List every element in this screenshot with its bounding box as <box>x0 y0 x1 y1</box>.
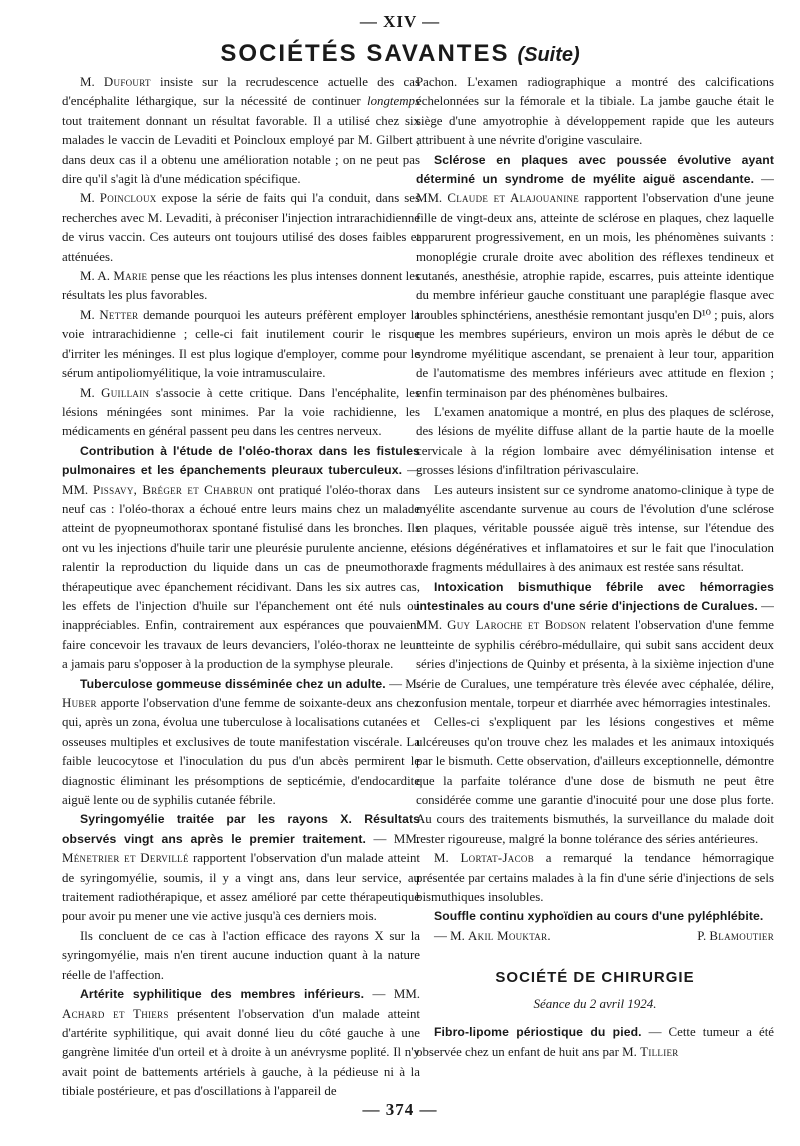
section-heading: Souffle continu xyphoïdien au cours d'une pyléphlébite. <box>434 909 764 924</box>
paragraph-examen-anatomique: L'examen anatomique a montré, en plus des plaques de sclérose, des lésions de myélite diffuse allant de la partie haute de la moelle cervicale à la région lombaire avec démyélinisation intense et grosses lésions d'infiltration périvasculaire. <box>416 404 774 478</box>
paragraph-syringomyelie-conclusion: Ils concluent de ce cas à l'action efficace des rayons X sur la syringomyélie, mais n'en tirent aucune induction quant à la nature réelle de l'affection. <box>62 928 420 982</box>
section-intoxication: Intoxication bismuthique fébrile avec hémorragies intestinales au cours d'une série d'injections de Curalues. — MM. Guy Laroche et Bodson relatent l'observation d'une femme atteinte de syphilis cérébro-médullaire, qui subit sans accident deux séries d'injections de Quinby et présenta, à la sixième injection d'une série de Curalues, une température très élevée avec céphalée, délire, confusion mentale, torpeur et diarrhée avec hémorragies intestinales. <box>416 579 774 710</box>
society-title: SOCIÉTÉ DE CHIRURGIE <box>495 969 695 987</box>
author-names: Achard et Thiers <box>62 1006 169 1021</box>
section-syringomyelie: Syringomyélie traitée par les rayons X. Résultats observés vingt ans après le premier traitement. — MM. Ménetrier et Dervillé rapportent l'observation d'un malade atteint de syringomyélie, soumis, il y a vingt ans, dans leur service, au traitement radiothérapique, et assez amélioré par cette thérapeutique pour avoir pu mener une vie active jusqu'à ces derniers mois. <box>62 812 420 924</box>
signature-right: P. Blamoutier <box>697 928 774 943</box>
section-header <box>0 40 800 68</box>
section-sclerose: Sclérose en plaques avec poussée évolutive ayant déterminé un syndrome de myélite aiguë ascendante. — MM. Claude et Alajouanine rapportent l'observation d'une jeune fille de vingt-deux ans, atteinte de sclérose en plaques, chez laquelle apparurent progressivement, en un mois, les phénomènes suivants : monoplégie crurale droite avec abolition des réflexes tendineux et cutanés, anesthésie, atrophie rapide, escarres, puis atteinte identique du membre inférieur gauche constituant une paraplégie flasque avec troubles sphinctériens, anesthésie remontant jusqu'en D¹⁰ ; puis, alors que les membres supérieurs, environ un mois après le début de ce syndrome myélitique ascendant, se prenaient à leur tour, apparition de l'automatisme des membres inférieurs avec attitude en flexion ; enfin terminaison par des phénomènes bulbaires. <box>416 152 774 400</box>
paragraph-poincloux: M. Poincloux expose la série de faits qui l'a conduit, dans ses recherches avec M. Levaditi, à préconiser l'injection intrarachidienne de virus vaccin. Ces auteurs ont toujours utilisé des doses faibles et atténuées. <box>62 191 420 264</box>
section-heading: Fibro-lipome périostique du pied. <box>434 1025 642 1040</box>
section-title: SOCIÉTÉS SAVANTES <box>220 40 510 67</box>
author-names: Pissavy, Bréger et Chabrun <box>93 482 253 497</box>
author-name: Guillain <box>101 385 150 400</box>
author-names: Claude et Alajouanine <box>447 191 580 206</box>
author-names: Huber <box>62 696 97 710</box>
paragraph-auteurs-insistent: Les auteurs insistent sur ce syndrome anatomo-clinique à type de myélite ascendante survenue au cours de l'évolution d'une sclérose en plaques, véritable poussée aiguë très intense, sur l'étendue des lésions dégénératives et inflamatoires et sur le fait que l'inoculation de fragments médullaires à des animaux est restée sans résultat. <box>416 482 774 575</box>
section-heading: Tuberculose gommeuse disséminée chez un adulte. <box>80 676 386 691</box>
section-heading: Artérite syphilitique des membres inférieurs. <box>80 987 365 1002</box>
signature-line <box>416 927 774 946</box>
paragraph-marie: M. A. Marie pense que les réactions les plus intenses donnent les résultats les plus favorables. <box>62 269 420 303</box>
roman-page-number: — XIV — <box>359 12 441 31</box>
author-name: Dufourt <box>103 75 151 89</box>
right-column <box>416 73 774 1103</box>
author-names: Tillier <box>636 1044 679 1059</box>
paragraph-celles-ci: Celles-ci s'expliquent par les lésions congestives et même ulcéreuses qu'on trouve chez les malades et les animaux intoxiqués par le bismuth. Cette observation, d'ailleurs exceptionnelle, démontre que la parfaite tolérance d'une dose de bismuth ne peut être considérée comme une garantie d'inocuité pour une dose plus forte. Au cours des traitements bismuthés, la surveillance du malade doit rester rigoureuse, malgré la bonne tolérance des séries antérieures. <box>416 715 774 846</box>
author-names: Guy Laroche et Bodson <box>447 618 587 633</box>
author-names: Ménetrier et Dervillé <box>62 851 189 866</box>
page-number: — 374 — <box>362 1100 438 1119</box>
left-column <box>62 73 420 1103</box>
author-names: Lortat-Jacob <box>460 851 534 866</box>
section-arterite: Artérite syphilitique des membres inférieurs. — MM. Achard et Thiers présentent l'observation d'un malade atteint d'artérite syphilitique, qui avait donné lieu du côté gauche à une gangrène limitée d'un orteil et à droite à un anévrysme poplité. Il n'y avait point de battements artériels à gauche, à la pédieuse ni à la tibiale postérieure, et pas d'oscillations à l'appareil de <box>62 987 420 1099</box>
signature-left: — M. Akil Mouktar. <box>434 928 551 943</box>
paragraph-continuation: Pachon. L'examen radiographique a montré des calcifications échelonnées sur la fémorale et la tibiale. La jambe gauche était le siège d'une amyotrophie à développement rapide que les auteurs attribuent à une névrite d'origine vasculaire. <box>416 75 774 148</box>
section-heading: Contribution à l'étude de l'oléo-thorax dans les fistules pulmonaires et les épanchements pleuraux tuberculeux. <box>62 443 420 478</box>
section-oleo-thorax: Contribution à l'étude de l'oléo-thorax dans les fistules pulmonaires et les épanchements pleuraux tuberculeux. — MM. Pissavy, Bréger et Chabrun ont pratiqué l'oléo-thorax dans neuf cas : l'oléo-thorax a échoué entre leurs mains chez un malade atteint de pyopneumothorax spontané fistulisé dans les bronches. Ils ont vu les injections d'huile tarir une pleurésie purulente ancienne, et ralentir la reproduction du liquide dans un cas de pneumothorax thérapeutique avec épanchement récidivant. Dans les six autres cas, les effets de l'injection d'huile sur l'épanchement ont été nuls ou inappréciables. Enfin, contrairement aux espérances que pouvaient faire concevoir les travaux de leurs devanciers, l'oléo-thorax ne leur a jamais paru s'opposer à la production de la symphyse pleurale. <box>62 443 420 672</box>
section-heading: Intoxication bismuthique fébrile avec hémorragies intestinales au cours d'une série d'injections de Curalues. <box>416 579 774 613</box>
author-name: Netter <box>99 307 139 322</box>
section-tuberculose: Tuberculose gommeuse disséminée chez un adulte. — M. Huber apporte l'observation d'une femme de soixante-deux ans chez qui, après un zona, évolua une tuberculose à localisations cutanées et osseuses multiples et exclusives de toute manifestation viscérale. La faible leucocytose et l'inoculation du pus d'un abcès permirent le diagnostic éliminant les présomptions de septicémie, d'endocardite aiguë lente ou de syphilis cutanée fébrile. <box>62 676 420 808</box>
paragraph-netter: M. Netter demande pourquoi les auteurs préfèrent employer la voie intrarachidienne ; celle-ci fait inutilement courir le risque d'irriter les méninges. Il est plus logique d'employer, comme pour le sérum antipoliomyélitique, la voie intramusculaire. <box>62 307 420 381</box>
paragraph-lortat-jacob: M. Lortat-Jacob a remarqué la tendance hémorragique présentée par certains malades à la fin d'une série d'injections de sels bismuthiques insolubles. <box>416 851 774 905</box>
section-heading: Sclérose en plaques avec poussée évolutive ayant déterminé un syndrome de myélite aiguë ascendante. <box>416 152 774 187</box>
section-heading: Syringomyélie traitée par les rayons X. Résultats observés vingt ans après le premier traitement. <box>62 812 420 846</box>
author-name: Marie <box>113 269 148 284</box>
section-souffle <box>416 907 774 926</box>
paragraph-guillain: M. Guillain s'associe à cette critique. Dans l'encéphalite, les lésions méningées sont minimes. Par la voie rachidienne, les médicaments en général passent peu dans les centres nerveux. <box>62 385 420 439</box>
section-title-suite: (Suite) <box>517 44 580 66</box>
section-fibro-lipome: Fibro-lipome périostique du pied. — Cette tumeur a été observée chez un enfant de huit ans par M. Tillier <box>416 1025 774 1059</box>
author-name: Poincloux <box>99 191 157 206</box>
session-date: Séance du 2 avril 1924. <box>533 995 657 1011</box>
paragraph-dufourt: M. Dufourt insiste sur la recrudescence actuelle des cas d'encéphalite léthargique, sur la nécessité de continuer longtemps tout traitement donnant un résultat favorable. Il a utilisé chez six malades le vaccin de Levaditi et Poincloux employé par M. Gilbert ; dans deux cas il a obtenu une amélioration notable ; on ne peut pas dire qu'il s'agit là d'une médication spécifique. <box>62 75 420 187</box>
